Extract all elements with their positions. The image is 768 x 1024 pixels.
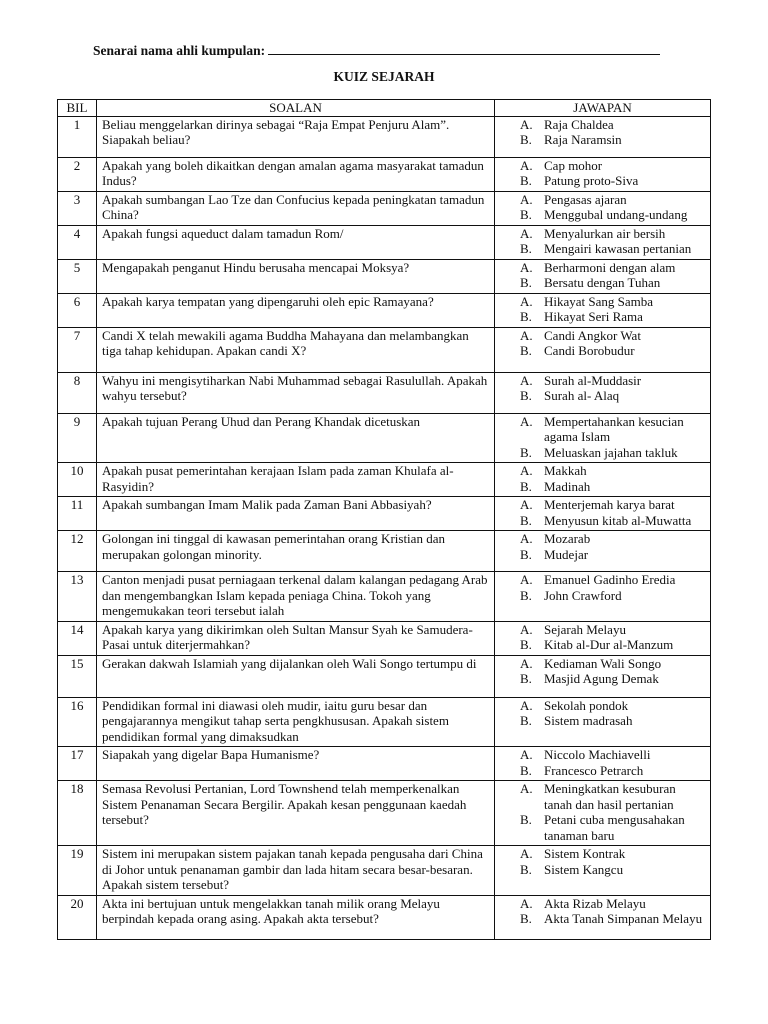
table-row [58, 497, 711, 531]
table-row [58, 191, 711, 225]
table-row [58, 895, 711, 939]
answer-option-b [500, 343, 705, 359]
option-text: Patung proto-Siva [544, 173, 639, 188]
option-letter: B. [520, 637, 532, 652]
option-letter: B. [520, 478, 532, 494]
option-text: Cap mohor [544, 157, 603, 173]
group-members-blank [268, 42, 660, 55]
answer-option-a [500, 192, 705, 208]
answer-options [495, 846, 711, 896]
option-letter: B. [520, 309, 532, 324]
option-text: Petani cuba mengusahakan tanaman baru [544, 812, 685, 843]
column-header-soalan: SOALAN [97, 100, 495, 117]
question-text: Candi X telah mewakili agama Buddha Mahayana dan melambangkan tiga tahap kehidupan. Apakan candi X? [97, 327, 495, 372]
question-number: 19 [58, 846, 97, 896]
option-letter: A. [520, 225, 533, 241]
option-letter: B. [520, 207, 532, 222]
table-row [58, 116, 711, 157]
option-letter: A. [520, 413, 533, 429]
table-row [58, 413, 711, 463]
option-text: Mempertahankan kesucian agama Islam [544, 413, 684, 444]
column-header-jawapan: JAWAPAN [495, 100, 711, 117]
answer-options [495, 572, 711, 622]
option-text: Candi Angkor Wat [544, 327, 641, 343]
answer-option-b [500, 862, 705, 878]
option-letter: B. [520, 388, 532, 403]
answer-option-a [500, 656, 705, 672]
option-text: Pengasas ajaran [544, 191, 627, 207]
question-number: 8 [58, 372, 97, 413]
option-text: Francesco Petrarch [544, 762, 644, 778]
table-row [58, 293, 711, 327]
option-text: Candi Borobudur [544, 343, 635, 358]
option-letter: A. [520, 846, 533, 861]
option-text: Sekolah pondok [544, 697, 629, 713]
answer-options [495, 259, 711, 293]
option-letter: B. [520, 587, 532, 603]
option-letter: A. [520, 895, 533, 911]
option-text: Hikayat Seri Rama [544, 309, 643, 324]
answer-option-b [500, 132, 705, 148]
option-text: Menggubal undang-undang [544, 207, 688, 222]
option-text: Raja Naramsin [544, 132, 622, 147]
answer-option-b [500, 671, 705, 687]
question-number: 3 [58, 191, 97, 225]
answer-options [495, 497, 711, 531]
option-text: Sejarah Melayu [544, 621, 626, 637]
answer-option-a [500, 781, 705, 812]
answer-option-a [500, 497, 705, 513]
answer-option-b [500, 388, 705, 404]
answer-options [495, 697, 711, 747]
option-letter: A. [520, 697, 533, 713]
option-letter: B. [520, 173, 532, 188]
answer-option-a [500, 158, 705, 174]
question-number: 18 [58, 781, 97, 846]
answer-option-a [500, 698, 705, 714]
answer-option-a [500, 846, 705, 862]
option-letter: B. [520, 132, 532, 147]
question-text: Canton menjadi pusat perniagaan terkenal dalam kalangan pedagang Arab dan mengembangkan Islam kepada peniaga China. Tokoh yang mengemukakan teori tersebut ialah [97, 572, 495, 622]
option-text: Mudejar [544, 546, 589, 562]
answer-options [495, 293, 711, 327]
option-letter: A. [520, 116, 533, 132]
question-text: Golongan ini tinggal di kawasan pemerintahan orang Kristian dan merupakan golongan minority. [97, 531, 495, 572]
option-text: Masjid Agung Demak [544, 671, 659, 686]
answer-option-b [500, 513, 705, 529]
question-text: Pendidikan formal ini diawasi oleh mudir, iaitu guru besar dan pengajarannya mengikut tahap serta pengkhususan. Apakah sistem pendidikan formal yang dimaksudkan [97, 697, 495, 747]
answer-option-a [500, 747, 705, 763]
group-members-line [93, 42, 660, 59]
answer-option-a [500, 226, 705, 242]
option-text: Meningkatkan kesuburan tanah dan hasil pertanian [544, 781, 676, 812]
question-number: 12 [58, 531, 97, 572]
quiz-table [57, 99, 711, 940]
question-number: 6 [58, 293, 97, 327]
question-text: Wahyu ini mengisytiharkan Nabi Muhammad sebagai Rasulullah. Apakah wahyu tersebut? [97, 372, 495, 413]
question-text: Apakah sumbangan Imam Malik pada Zaman Bani Abbasiyah? [97, 497, 495, 531]
question-text: Semasa Revolusi Pertanian, Lord Townshend telah memperkenalkan Sistem Penanaman Secara Bergilir. Apakah kesan penggunaan kaedah tersebut? [97, 781, 495, 846]
question-text: Apakah sumbangan Lao Tze dan Confucius kepada peningkatan tamadun China? [97, 191, 495, 225]
option-text: Menterjemah karya barat [544, 497, 675, 512]
table-row [58, 781, 711, 846]
table-row [58, 259, 711, 293]
option-letter: B. [520, 812, 532, 827]
quiz-table-body [58, 116, 711, 939]
answer-option-b [500, 547, 705, 563]
option-letter: B. [520, 512, 532, 528]
option-letter: B. [520, 911, 532, 926]
question-text: Apakah fungsi aqueduct dalam tamadun Rom/ [97, 225, 495, 259]
answer-option-b [500, 207, 705, 223]
question-text: Mengapakah penganut Hindu berusaha mencapai Moksya? [97, 259, 495, 293]
option-letter: B. [520, 444, 532, 460]
option-text: Makkah [544, 463, 587, 478]
option-text: Hikayat Sang Samba [544, 293, 654, 309]
answer-option-a [500, 896, 705, 912]
question-text: Apakah karya tempatan yang dipengaruhi oleh epic Ramayana? [97, 293, 495, 327]
question-number: 11 [58, 497, 97, 531]
option-text: Akta Tanah Simpanan Melayu [544, 911, 703, 926]
option-letter: A. [520, 293, 533, 309]
question-number: 15 [58, 655, 97, 697]
answer-option-b [500, 309, 705, 325]
option-letter: A. [520, 259, 533, 275]
option-text: Sistem Kontrak [544, 846, 626, 861]
question-number: 9 [58, 413, 97, 463]
table-header-row [58, 100, 711, 117]
option-letter: B. [520, 762, 532, 778]
option-letter: A. [520, 372, 533, 388]
question-text: Apakah karya yang dikirimkan oleh Sultan Mansur Syah ke Samudera-Pasai untuk diterjermahkan? [97, 621, 495, 655]
option-text: Mengairi kawasan pertanian [544, 241, 692, 256]
option-letter: A. [520, 621, 533, 637]
table-row [58, 621, 711, 655]
option-letter: B. [520, 275, 532, 290]
answer-option-a [500, 117, 705, 133]
question-text: Apakah pusat pemerintahan kerajaan Islam pada zaman Khulafa al-Rasyidin? [97, 463, 495, 497]
question-number: 13 [58, 572, 97, 622]
answer-option-a [500, 414, 705, 445]
table-row [58, 463, 711, 497]
answer-option-a [500, 622, 705, 638]
answer-option-a [500, 328, 705, 344]
option-text: Akta Rizab Melayu [544, 895, 646, 911]
option-text: Emanuel Gadinho Eredia [544, 572, 676, 587]
answer-options [495, 327, 711, 372]
answer-option-a [500, 373, 705, 389]
option-letter: B. [520, 241, 532, 256]
question-number: 14 [58, 621, 97, 655]
answer-options [495, 413, 711, 463]
option-text: Kitab al-Dur al-Manzum [544, 637, 674, 652]
table-row [58, 846, 711, 896]
option-letter: B. [520, 343, 532, 358]
table-row [58, 747, 711, 781]
option-letter: B. [520, 861, 532, 877]
option-letter: A. [520, 497, 533, 512]
answer-option-a [500, 572, 705, 588]
answer-option-b [500, 241, 705, 257]
option-letter: A. [520, 157, 533, 173]
option-letter: A. [520, 463, 533, 478]
option-text: Kediaman Wali Songo [544, 655, 662, 671]
column-header-bil: BIL [58, 100, 97, 117]
table-row [58, 531, 711, 572]
table-row [58, 697, 711, 747]
question-text: Sistem ini merupakan sistem pajakan tanah kepada pengusaha dari China di Johor untuk penanaman gambir dan lada hitam secara besar-besaran. Apakah sistem tersebut? [97, 846, 495, 896]
option-letter: A. [520, 572, 533, 587]
group-members-label: Senarai nama ahli kumpulan: [93, 43, 266, 58]
answer-options [495, 655, 711, 697]
table-row [58, 157, 711, 191]
option-letter: B. [520, 671, 532, 686]
answer-options [495, 463, 711, 497]
answer-option-a [500, 463, 705, 479]
page-title: KUIZ SEJARAH [333, 69, 435, 84]
answer-option-b [500, 713, 705, 729]
answer-option-b [500, 911, 705, 927]
option-text: Surah al- Alaq [544, 388, 620, 403]
option-letter: A. [520, 747, 533, 762]
question-number: 2 [58, 157, 97, 191]
option-text: Surah al-Muddasir [544, 372, 642, 388]
answer-option-b [500, 588, 705, 604]
question-number: 16 [58, 697, 97, 747]
answer-option-b [500, 637, 705, 653]
question-text: Gerakan dakwah Islamiah yang dijalankan oleh Wali Songo tertumpu di [97, 655, 495, 697]
option-text: Madinah [544, 478, 591, 494]
answer-option-b [500, 275, 705, 291]
question-number: 4 [58, 225, 97, 259]
answer-options [495, 191, 711, 225]
option-text: John Crawford [544, 587, 622, 603]
option-letter: B. [520, 713, 532, 728]
option-letter: A. [520, 781, 533, 796]
question-number: 7 [58, 327, 97, 372]
answer-options [495, 116, 711, 157]
option-text: Sistem madrasah [544, 713, 633, 728]
table-row [58, 225, 711, 259]
answer-option-a [500, 531, 705, 547]
answer-option-b [500, 173, 705, 189]
table-row [58, 327, 711, 372]
option-letter: A. [520, 191, 533, 207]
question-number: 5 [58, 259, 97, 293]
answer-options [495, 157, 711, 191]
question-number: 10 [58, 463, 97, 497]
answer-options [495, 531, 711, 572]
question-text: Siapakah yang digelar Bapa Humanisme? [97, 747, 495, 781]
option-text: Sistem Kangcu [544, 861, 624, 877]
option-letter: A. [520, 327, 533, 343]
option-text: Raja Chaldea [544, 116, 614, 132]
answer-option-b [500, 763, 705, 779]
option-text: Bersatu dengan Tuhan [544, 275, 661, 290]
option-text: Menyalurkan air bersih [544, 225, 666, 241]
option-text: Berharmoni dengan alam [544, 259, 676, 275]
question-number: 20 [58, 895, 97, 939]
question-text: Beliau menggelarkan dirinya sebagai “Raja Empat Penjuru Alam”. Siapakah beliau? [97, 116, 495, 157]
answer-option-a [500, 260, 705, 276]
question-text: Apakah yang boleh dikaitkan dengan amalan agama masyarakat tamadun Indus? [97, 157, 495, 191]
option-letter: A. [520, 655, 533, 671]
option-letter: A. [520, 531, 533, 546]
option-letter: B. [520, 546, 532, 562]
answer-options [495, 372, 711, 413]
question-text: Akta ini bertujuan untuk mengelakkan tanah milik orang Melayu berpindah kepada orang asing. Apakah akta tersebut? [97, 895, 495, 939]
answer-option-b [500, 445, 705, 461]
option-text: Menyusun kitab al-Muwatta [544, 512, 692, 528]
answer-option-b [500, 812, 705, 843]
answer-options [495, 781, 711, 846]
answer-option-a [500, 294, 705, 310]
question-number: 17 [58, 747, 97, 781]
option-text: Mozarab [544, 531, 591, 546]
answer-option-b [500, 479, 705, 495]
option-text: Niccolo Machiavelli [544, 747, 651, 762]
table-row [58, 655, 711, 697]
table-row [58, 572, 711, 622]
answer-options [495, 225, 711, 259]
table-row [58, 372, 711, 413]
option-text: Meluaskan jajahan takluk [544, 444, 678, 460]
answer-options [495, 895, 711, 939]
answer-options [495, 621, 711, 655]
question-text: Apakah tujuan Perang Uhud dan Perang Khandak dicetuskan [97, 413, 495, 463]
answer-options [495, 747, 711, 781]
question-number: 1 [58, 116, 97, 157]
